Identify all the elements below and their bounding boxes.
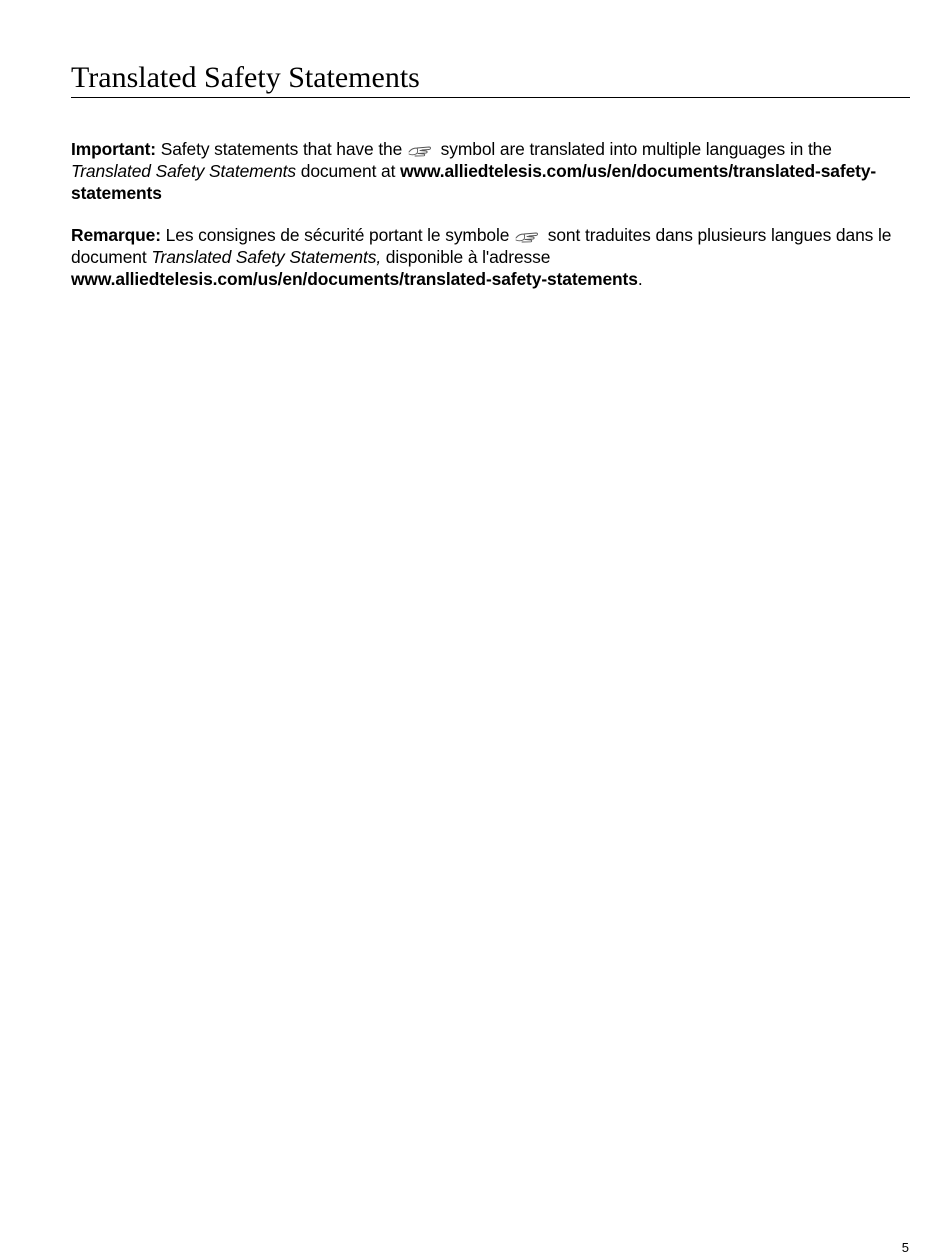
remarque-doc-title: Translated Safety Statements, (151, 247, 382, 267)
remarque-text-1: Les consignes de sécurité portant le symbole (160, 225, 515, 245)
remarque-text-2: sont traduites dans plusieurs langues dans le document (71, 225, 892, 267)
remarque-note (71, 224, 910, 290)
page-number: 5 (901, 1240, 909, 1255)
important-text-2: symbol are translated into multiple languages in the (435, 139, 832, 159)
important-note (71, 138, 910, 204)
title-divider (71, 97, 910, 98)
pointing-hand-icon (515, 229, 541, 243)
page-title: Translated Safety Statements (71, 61, 420, 94)
remarque-url-link[interactable]: www.alliedtelesis.com/us/en/documents/translated-safety-statements (71, 269, 638, 289)
important-text-3: document at (296, 161, 401, 181)
remarque-text-3: disponible à l'adresse (381, 247, 551, 267)
important-url-link[interactable]: www.alliedtelesis.com/us/en/documents/translated-safety-statements (71, 161, 877, 203)
important-doc-title: Translated Safety Statements (71, 161, 297, 181)
important-text-1: Safety statements that have the (155, 139, 407, 159)
important-label: Important: (71, 139, 156, 159)
pointing-hand-icon (408, 143, 434, 157)
remarque-label: Remarque: (71, 225, 161, 245)
remarque-end: . (637, 269, 643, 289)
